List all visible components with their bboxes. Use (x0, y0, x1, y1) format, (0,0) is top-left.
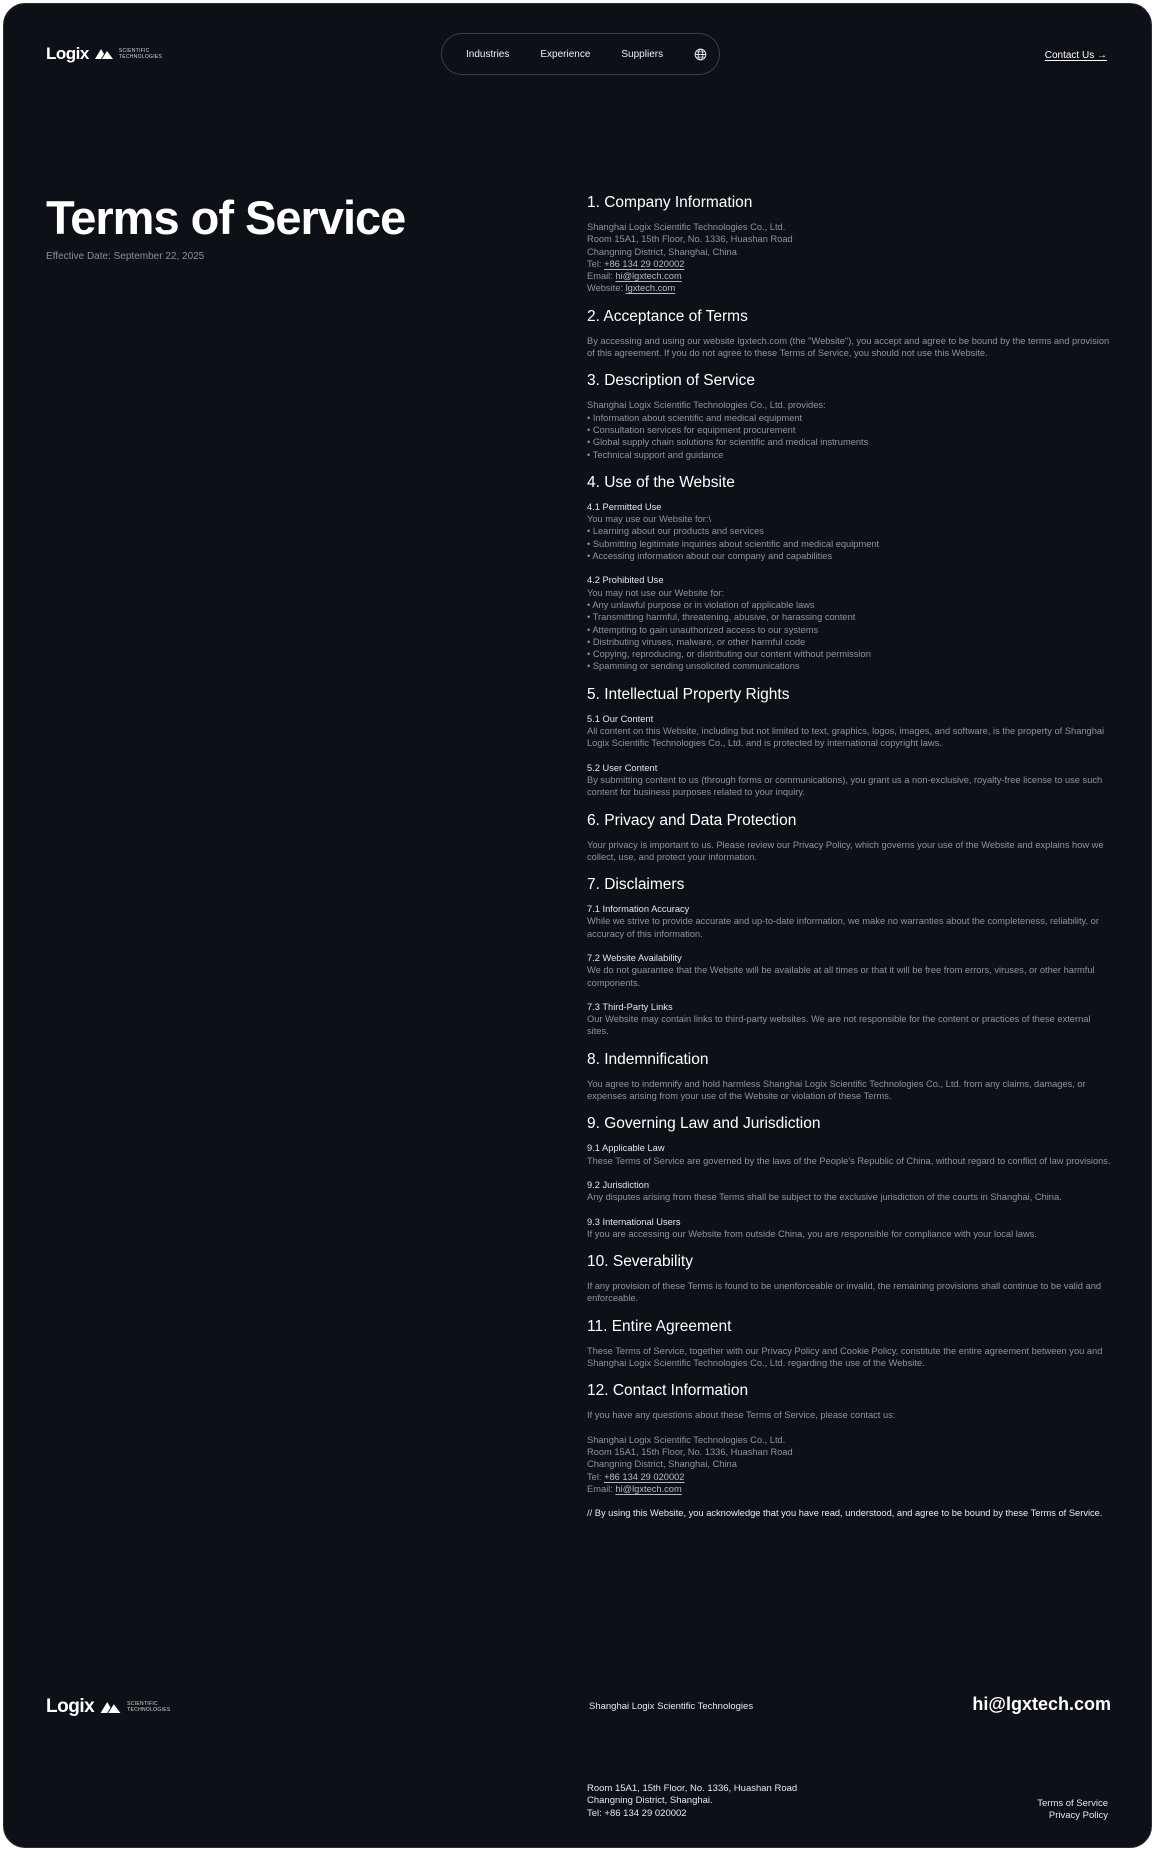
list-item: • Consultation services for equipment procurement (587, 424, 796, 435)
list-item: • Any unlawful purpose or in violation of applicable laws (587, 599, 815, 610)
email-line: Email: hi@lgxtech.com (587, 1483, 682, 1494)
subsection-jurisdiction (587, 1179, 1112, 1204)
section-severability (587, 1252, 1112, 1305)
section-governing-law (587, 1114, 1112, 1240)
section-paragraph: By submitting content to us (through forms or communications), you grant us a non-exclusive, royalty-free license to use such content for business purposes related to your inquiry. (587, 774, 1103, 798)
main-nav (441, 33, 720, 75)
section-paragraph: Our Website may contain links to third-party websites. We are not responsible for the content or practices of these external sites. (587, 1014, 1091, 1037)
section-entire-agreement (587, 1317, 1112, 1370)
footer-link-terms[interactable]: Terms of Service (1037, 1798, 1108, 1809)
phone-link[interactable]: +86 134 29 020002 (604, 258, 685, 269)
subsection-heading: 7.2 Website Availability (587, 952, 682, 963)
acknowledgement: // By using this Website, you acknowledge that you have read, understood, and agree to be bound by these Terms of Service. (587, 1508, 1103, 1519)
section-line: Room 15A1, 15th Floor, No. 1336, Huashan Road (587, 1446, 793, 1457)
section-paragraph: We do not guarantee that the Website will be available at all times or that it will be free from errors, viruses, or other harmful components. (587, 965, 1095, 988)
subsection-website-availability (587, 952, 1112, 989)
subsection-user-content (587, 762, 1112, 799)
section-line: Changning District, Shanghai, China (587, 1459, 737, 1470)
section-heading: 1. Company Information (587, 194, 753, 211)
nav-item-suppliers[interactable]: Suppliers (621, 48, 664, 60)
section-heading: 5. Intellectual Property Rights (587, 685, 790, 703)
section-use-of-website (587, 473, 1112, 673)
section-heading: 3. Description of Service (587, 372, 755, 390)
terms-content (587, 193, 1112, 1531)
list-item: • Learning about our products and services (587, 526, 764, 537)
section-paragraph: Your privacy is important to us. Please review our Privacy Policy, which governs your use of the Website and explains how we collect, use, and protect your information. (587, 839, 1104, 862)
section-heading: 6. Privacy and Data Protection (587, 811, 797, 829)
email-link[interactable]: hi@lgxtech.com (615, 271, 682, 282)
section-heading: 8. Indemnification (587, 1050, 709, 1068)
section-disclaimers (587, 875, 1112, 1038)
effective-date: Effective Date: September 22, 2025 (46, 251, 205, 262)
section-indemnification (587, 1050, 1112, 1103)
subsection-international-users (587, 1216, 1112, 1241)
tel-line: Tel: +86 134 29 020002 (587, 258, 685, 269)
section-paragraph: Any disputes arising from these Terms shall be subject to the exclusive jurisdiction of the courts in Shanghai, China. (587, 1192, 1062, 1203)
section-paragraph: These Terms of Service, together with our Privacy Policy and Cookie Policy, constitute the entire agreement between you and Shanghai Logix Scientific Technologies Co., Ltd. regarding the use of the Website. (587, 1345, 1103, 1369)
section-paragraph: All content on this Website, including but not limited to text, graphics, logos, images, and software, is the property of Shanghai Logix Scientific Technologies Co., Ltd. and is protected by international copyright laws. (587, 726, 1105, 749)
subsection-heading: 9.3 International Users (587, 1216, 681, 1227)
logo-mark-icon (95, 49, 113, 59)
list-item: • Distributing viruses, malware, or other harmful code (587, 636, 806, 647)
section-acceptance-of-terms (587, 307, 1112, 360)
nav-item-industries[interactable]: Industries (466, 48, 510, 60)
section-heading: 9. Governing Law and Jurisdiction (587, 1115, 821, 1133)
footer-address-line: Room 15A1, 15th Floor, No. 1336, Huashan Road (587, 1783, 798, 1794)
tel-line: Tel: +86 134 29 020002 (587, 1471, 685, 1482)
section-heading: 11. Entire Agreement (587, 1317, 732, 1335)
list-item: • Information about scientific and medical equipment (587, 412, 803, 423)
subsection-permitted-use (587, 501, 1112, 562)
website-line: Website: lgxtech.com (587, 283, 676, 294)
section-privacy (587, 811, 1112, 864)
subsection-information-accuracy (587, 903, 1112, 940)
section-company-information (587, 193, 1112, 295)
section-paragraph: While we strive to provide accurate and up-to-date information, we make no warranties about the completeness, reliability, or accuracy of this information. (587, 916, 1099, 939)
logo-wordmark: Logix (46, 44, 89, 63)
subsection-heading: 4.2 Prohibited Use (587, 575, 664, 586)
subsection-heading: 5.1 Our Content (587, 713, 654, 724)
subsection-heading: 7.3 Third-Party Links (587, 1001, 673, 1012)
section-paragraph: These Terms of Service are governed by the laws of the People's Republic of China, without regard to conflict of law provisions. (587, 1155, 1111, 1166)
footer-link-privacy[interactable]: Privacy Policy (1048, 1810, 1108, 1822)
section-line: Shanghai Logix Scientific Technologies Co., Ltd. provides: (587, 400, 826, 411)
subsection-heading: 7.1 Information Accuracy (587, 904, 690, 915)
section-heading: 10. Severability (587, 1253, 693, 1271)
list-item: • Copying, reproducing, or distributing our content without permission (587, 649, 871, 660)
section-intro: If you have any questions about these Terms of Service, please contact us: (587, 1410, 896, 1421)
footer-company-name: Shanghai Logix Scientific Technologies (589, 1701, 754, 1712)
subsection-our-content (587, 713, 1112, 750)
page-frame (3, 3, 1152, 1848)
footer-logo[interactable] (46, 1696, 171, 1718)
section-line: Room 15A1, 15th Floor, No. 1336, Huashan Road (587, 234, 793, 245)
footer-address-line: Tel: +86 134 29 020002 (587, 1807, 687, 1819)
section-line: You may not use our Website for: (587, 587, 724, 598)
section-line: Changning District, Shanghai, China (587, 246, 737, 257)
subsection-third-party-links (587, 1001, 1112, 1038)
phone-link[interactable]: +86 134 29 020002 (604, 1471, 685, 1482)
section-heading: 12. Contact Information (587, 1382, 749, 1400)
website-link[interactable]: lgxtech.com (625, 283, 676, 294)
section-description-of-service (587, 371, 1112, 460)
globe-icon[interactable] (694, 48, 707, 61)
section-line: Shanghai Logix Scientific Technologies Co., Ltd. (587, 1434, 786, 1445)
section-paragraph: By accessing and using our website lgxtech.com (the "Website"), you accept and agree to be bound by the terms and provision of this agreement. If you do not agree to these Terms of Service, you should not use this Website. (587, 335, 1110, 359)
list-item: • Attempting to gain unauthorized access to our systems (587, 624, 819, 635)
footer-address (587, 1783, 797, 1820)
logo-tagline: SCIENTIFIC TECHNOLOGIES (118, 48, 163, 60)
footer-address-line: Changning District, Shanghai. (587, 1795, 713, 1807)
subsection-heading: 9.2 Jurisdiction (587, 1179, 650, 1190)
email-line: Email: hi@lgxtech.com (587, 271, 682, 282)
footer-links (1037, 1798, 1108, 1823)
list-item: • Technical support and guidance (587, 449, 724, 460)
nav-item-experience[interactable]: Experience (540, 48, 591, 60)
list-item: • Accessing information about our company and capabilities (587, 551, 833, 562)
list-item: • Global supply chain solutions for scientific and medical instruments (587, 437, 869, 448)
section-paragraph: If you are accessing our Website from outside China, you are responsible for compliance with your local laws. (587, 1228, 1037, 1239)
logo-wordmark: Logix (46, 1696, 95, 1717)
section-line: You may use our Website for:\ (587, 514, 712, 525)
section-heading: 2. Acceptance of Terms (587, 307, 748, 325)
subsection-prohibited-use (587, 574, 1112, 672)
section-line: Shanghai Logix Scientific Technologies Co., Ltd. (587, 222, 786, 232)
list-item: • Transmitting harmful, threatening, abusive, or harassing content (587, 612, 856, 623)
contact-us-link[interactable]: Contact Us → (1044, 50, 1107, 61)
logo-mark-icon (100, 1702, 121, 1713)
section-contact-information (587, 1381, 1112, 1519)
footer-email-link[interactable]: hi@lgxtech.com (972, 1694, 1111, 1714)
subsection-applicable-law (587, 1142, 1112, 1167)
logo-tagline: SCIENTIFIC TECHNOLOGIES (127, 1701, 171, 1713)
header-logo[interactable] (46, 44, 162, 64)
list-item: • Spamming or sending unsolicited communications (587, 661, 800, 672)
section-heading: 4. Use of the Website (587, 473, 735, 491)
section-paragraph: You agree to indemnify and hold harmless Shanghai Logix Scientific Technologies Co., Ltd. from any claims, damages, or expenses arising from your use of the Website or violation of these Terms. (587, 1078, 1086, 1102)
subsection-heading: 5.2 User Content (587, 762, 658, 773)
list-item: • Submitting legitimate inquiries about scientific and medical equipment (587, 538, 880, 549)
subsection-heading: 9.1 Applicable Law (587, 1143, 665, 1154)
page-title: Terms of Service (46, 191, 406, 244)
email-link[interactable]: hi@lgxtech.com (615, 1483, 682, 1494)
section-heading: 7. Disclaimers (587, 876, 685, 894)
subsection-heading: 4.1 Permitted Use (587, 501, 662, 512)
section-paragraph: If any provision of these Terms is found to be unenforceable or invalid, the remaining provisions shall continue to be valid and enforceable. (587, 1281, 1102, 1304)
section-intellectual-property (587, 685, 1112, 799)
